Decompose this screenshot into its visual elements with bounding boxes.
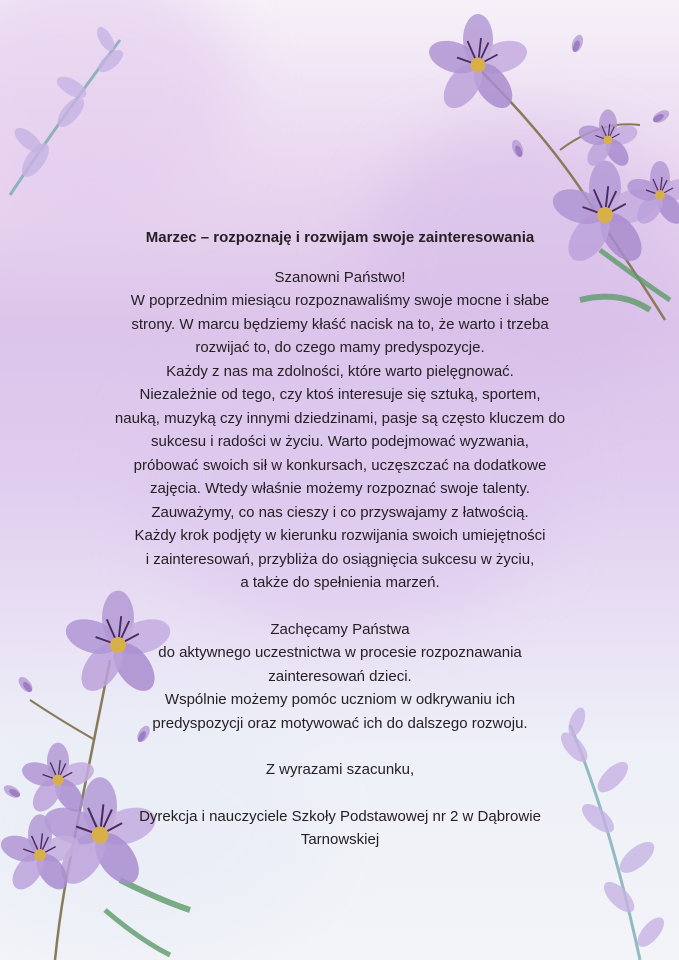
text-line: Każdy krok podjęty w kierunku rozwijania swoich umiejętności [134,527,546,544]
text-line: sukcesu i radości w życiu. Warto podejmować wyzwania, [151,433,529,450]
text-line: Każdy z nas ma zdolności, które warto pielęgnować. [166,362,514,380]
text-line: do aktywnego uczestnictwa w procesie rozpoznawania [158,644,522,661]
watercolor-flower-icon [10,24,127,195]
text-line: zainteresowań dzieci. [268,667,412,685]
text-line: strony. W marcu będziemy kłaść nacisk na to, że warto i trzeba [131,315,549,333]
text-line: Zauważymy, co nas cieszy i co przyswajamy z łatwością. [151,503,529,521]
text-line: i zainteresowań, przybliża do osiągnięcia sukcesu w życiu, [145,550,535,568]
text-line: Tarnowskiej [300,831,380,848]
text-line: Wspólnie możemy pomóc uczniom w odkrywaniu ich [164,691,516,708]
text-line: predyspozycji oraz motywować ich do dalszego rozwoju. [152,714,528,732]
letter-closing: Z wyrazami szacunku, [265,761,415,778]
text-line: Zachęcamy Państwa [270,620,410,638]
text-line: próbować swoich sił w konkursach, uczęszczać na dodatkowe [133,456,547,474]
text-line: zajęcia. Wtedy właśnie możemy rozpoznać swoje talenty. [150,480,530,497]
text-line: W poprzednim miesiącu rozpoznawaliśmy swoje mocne i słabe [130,292,550,309]
text-line: nauką, muzyką czy innymi dziedzinami, pasje są często kluczem do [114,409,566,427]
letter-body-paragraph-1 [80,289,600,595]
text-line: Niezależnie od tego, czy ktoś interesuje się sztuką, sportem, [139,386,541,403]
letter-title: Marzec – rozpoznaję i rozwijam swoje zainteresowania [145,229,535,246]
letter-greeting: Szanowni Państwo! [274,268,406,286]
letter-signature [80,805,600,852]
letter [80,226,600,852]
letter-body-paragraph-2 [80,618,600,736]
text-line: a także do spełnienia marzeń. [240,574,440,591]
text-line: Dyrekcja i nauczyciele Szkoły Podstawowej nr 2 w Dąbrowie [139,807,541,825]
text-line: rozwijać to, do czego mamy predyspozycje. [195,339,485,356]
